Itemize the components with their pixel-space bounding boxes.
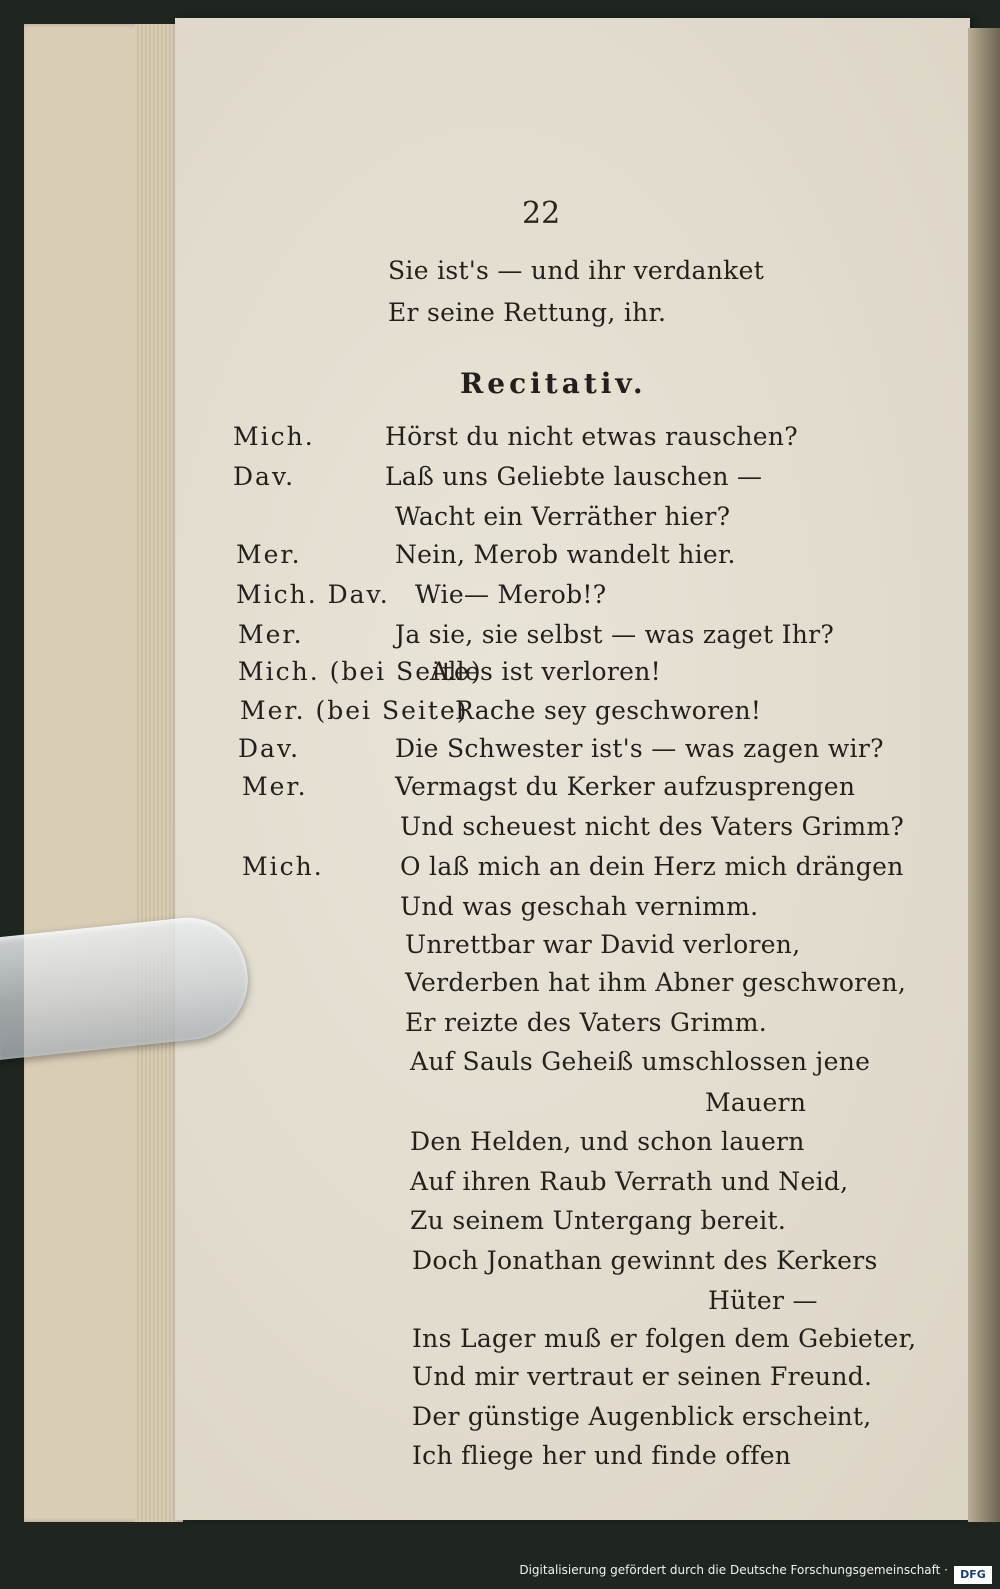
- speaker-label: Mer.: [242, 772, 308, 801]
- book-page: [175, 18, 970, 1520]
- verse-line: Und mir vertraut er seinen Freund.: [412, 1362, 873, 1391]
- verse-line: Er reizte des Vaters Grimm.: [405, 1008, 768, 1037]
- speaker-label: Mich.: [242, 852, 324, 881]
- verse-line: Ins Lager muß er folgen dem Gebieter,: [412, 1324, 917, 1353]
- verse-line: Mauern: [705, 1088, 807, 1117]
- dfg-logo: DFG: [954, 1566, 992, 1584]
- verse-line: Er seine Rettung, ihr.: [388, 298, 667, 327]
- verse-line: Nein, Merob wandelt hier.: [395, 540, 736, 569]
- speaker-label: Mich. (bei Seite): [238, 657, 483, 686]
- verse-line: Verderben hat ihm Abner geschworen,: [405, 968, 907, 997]
- verse-line: Auf ihren Raub Verrath und Neid,: [410, 1167, 849, 1196]
- verse-line: Und scheuest nicht des Vaters Grimm?: [400, 812, 905, 841]
- verse-line: Laß uns Geliebte lauschen —: [385, 462, 763, 491]
- speaker-label: Mich.: [233, 422, 315, 451]
- digitization-credit: Digitalisierung gefördert durch die Deutsche Forschungsgemeinschaft ·: [519, 1563, 948, 1577]
- verse-line: Ich fliege her und finde offen: [412, 1441, 792, 1470]
- verse-line: Alles ist verloren!: [430, 657, 661, 686]
- verse-line: Wacht ein Verräther hier?: [395, 502, 731, 531]
- verse-line: Hüter —: [708, 1286, 818, 1315]
- book-right-edge: [968, 28, 1000, 1522]
- speaker-label: Mich. Dav.: [236, 580, 390, 609]
- verse-line: Ja sie, sie selbst — was zaget Ihr?: [395, 620, 835, 649]
- verse-line: Hörst du nicht etwas rauschen?: [385, 422, 798, 451]
- verse-line: Wie— Merob!?: [415, 580, 607, 609]
- page-number: 22: [522, 196, 561, 231]
- verse-line: Und was geschah vernimm.: [400, 892, 759, 921]
- speaker-label: Mer.: [236, 540, 302, 569]
- section-heading: Recitativ.: [460, 367, 647, 400]
- verse-line: Auf Sauls Geheiß umschlossen jene: [410, 1047, 871, 1076]
- verse-line: Doch Jonathan gewinnt des Kerkers: [412, 1246, 878, 1275]
- verse-line: O laß mich an dein Herz mich drängen: [400, 852, 904, 881]
- verse-line: Zu seinem Untergang bereit.: [410, 1206, 787, 1235]
- verse-line: Vermagst du Kerker aufzusprengen: [395, 772, 856, 801]
- verse-line: Unrettbar war David verloren,: [405, 930, 801, 959]
- verse-line: Sie ist's — und ihr verdanket: [388, 256, 765, 285]
- speaker-label: Mer. (bei Seite): [240, 696, 469, 725]
- speaker-label: Mer.: [238, 620, 304, 649]
- verse-line: Der günstige Augenblick erscheint,: [412, 1402, 872, 1431]
- verse-line: Die Schwester ist's — was zagen wir?: [395, 734, 884, 763]
- verse-line: Den Helden, und schon lauern: [410, 1127, 805, 1156]
- speaker-label: Dav.: [238, 734, 301, 763]
- speaker-label: Dav.: [233, 462, 296, 491]
- verse-line: Rache sey geschworen!: [455, 696, 762, 725]
